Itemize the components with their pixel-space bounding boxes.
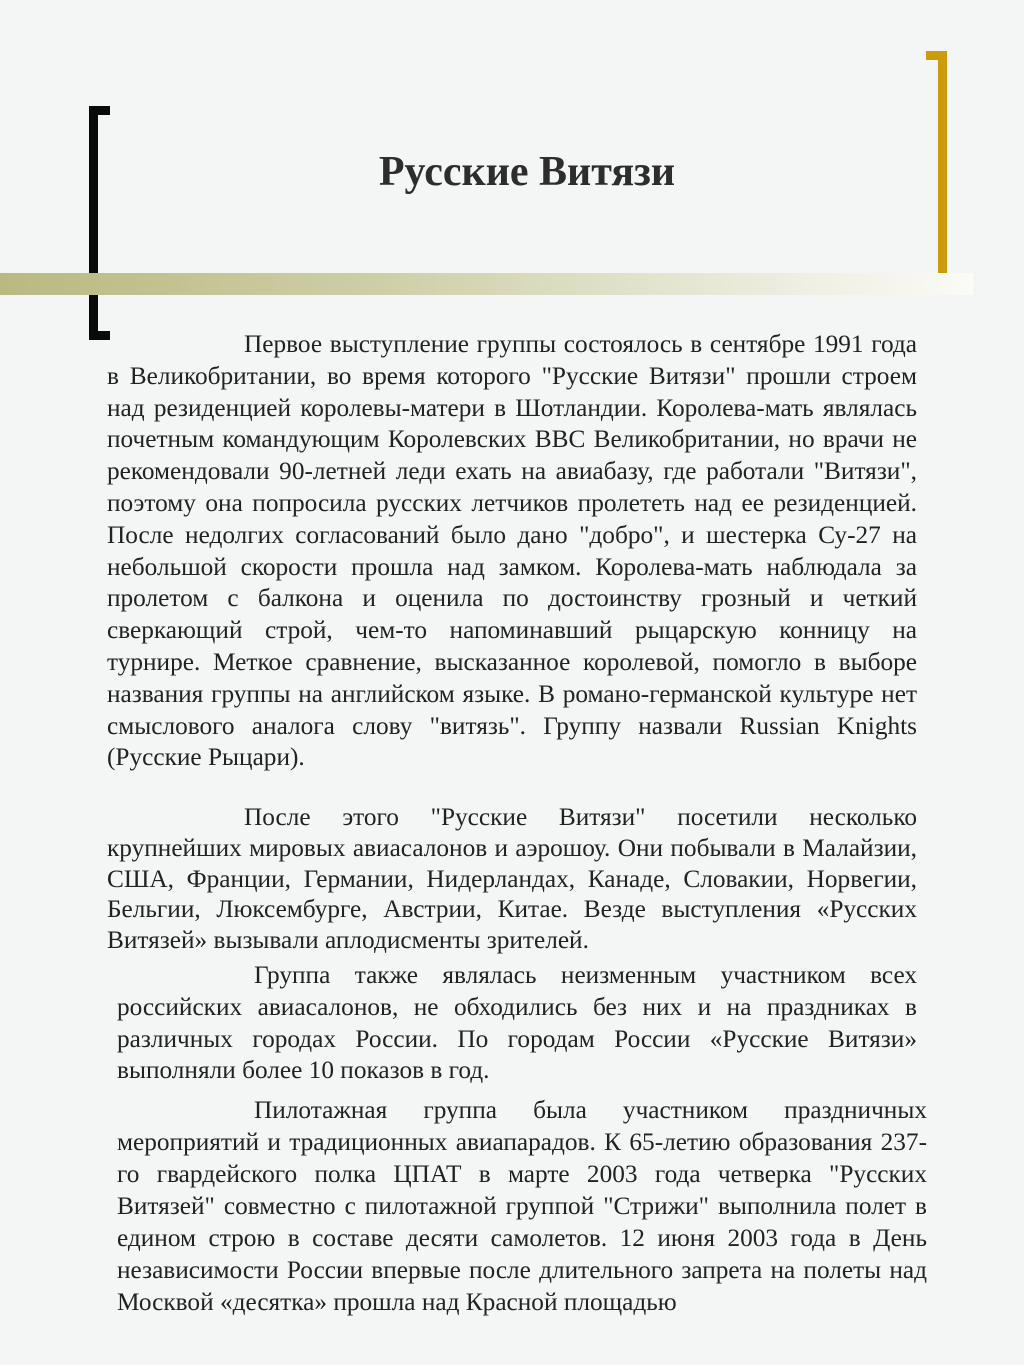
paragraph-parades: Пилотажная группа была участником праздничных мероприятий и традиционных авиапарадов. К 65-летию образования 237-го гвардейского полка ЦПАТ в марте 2003 года четверка "Русских Витязей" совместно с пилотажной группой "Стрижи" выполнила полет в едином строю в составе десяти самолетов. 12 июня 2003 года в День независимости России впервые после длительного запрета на полеты над Москвой «десятка» прошла над Красной площадью: [117, 1096, 927, 1316]
paragraph-air-shows: После этого "Русские Витязи" посетили несколько крупнейших мировых авиасалонов и аэрошоу. Они побывали в Малайзии, США, Франции, Германии, Нидерландах, Канаде, Словакии, Норвегии, Бельгии, Люксембурге, Австрии, Китае. Везде выступления «Русских Витязей» вызывали аплодисменты зрителей.: [107, 803, 917, 955]
paragraph-russian-events: Группа также являлась неизменным участником всех российских авиасалонов, не обходились без них и на праздниках в различных городах России. По городам России «Русские Витязи» выполняли более 10 показов в год.: [117, 961, 917, 1085]
paragraph-first-performance: Первое выступление группы состоялось в сентябре 1991 года в Великобритании, во время которого "Русские Витязи" прошли строем над резиденцией королевы-матери в Шотландии. Королева-мать являлась почетным командующим Королевских ВВС Великобритании, но врачи не рекомендовали 90-летней леди ехать на авиабазу, где работали "Витязи", поэтому она попросила русских летчиков пролететь над ее резиденцией. После недолгих согласований было дано "добро", и шестерка Су-27 на небольшой скорости прошла над замком. Королева-мать наблюдала за пролетом с балкона и оценила по достоинству грозный и четкий сверкающий строй, чем-то напоминавший рыцарскую конницу на турнире. Меткое сравнение, высказанное королевой, помогло в выборе названия группы на английском языке. В романо-германской культуре нет смыслового аналога слову "витязь". Группу назвали Russian Knights (Русские Рыцари).: [107, 330, 917, 772]
title-underline-band: [0, 273, 973, 295]
left-bracket-decoration: [89, 106, 110, 340]
page-title: Русские Витязи: [378, 149, 676, 195]
